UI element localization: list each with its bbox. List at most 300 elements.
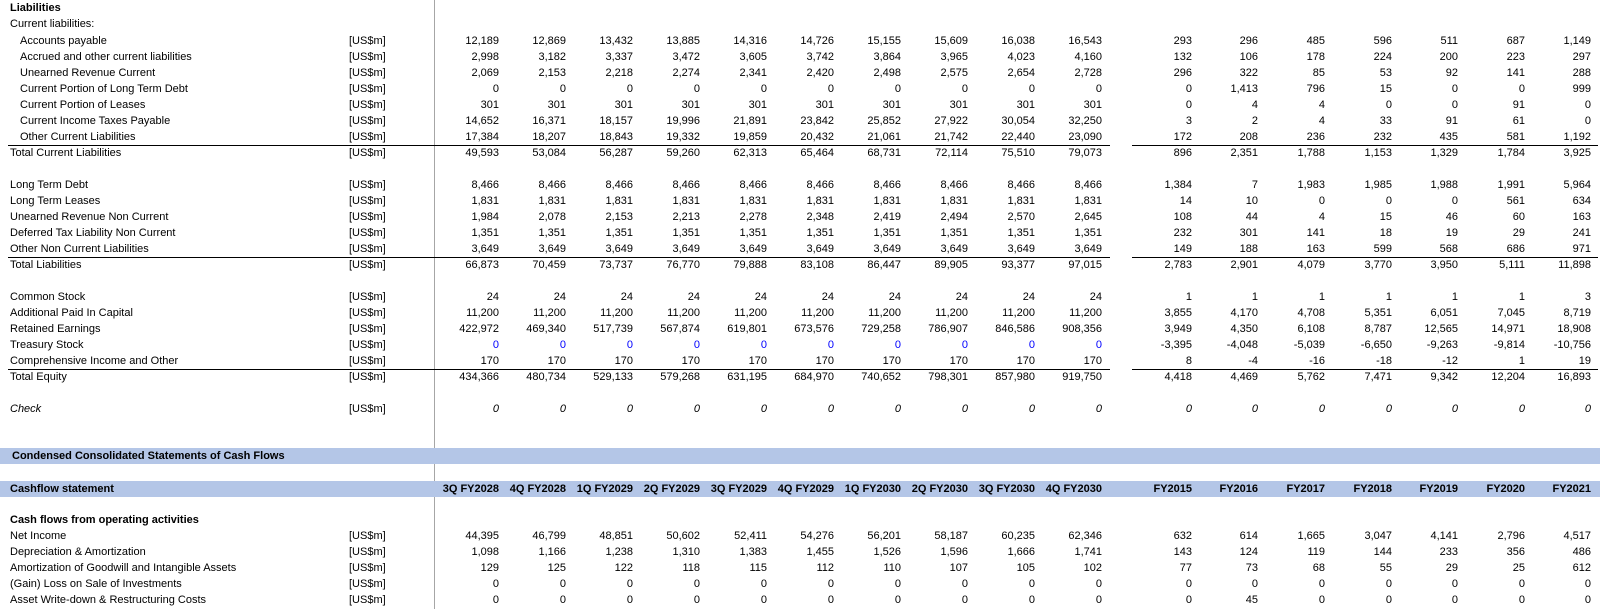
value-cell[interactable]: 68 [1312, 562, 1325, 574]
value-cell[interactable]: 2,498 [873, 67, 901, 79]
value-cell[interactable]: 0 [1185, 578, 1192, 590]
value-cell[interactable]: 1,831 [940, 195, 968, 207]
year-header[interactable]: FY2017 [1286, 483, 1325, 495]
value-cell[interactable]: 0 [693, 594, 700, 606]
value-cell[interactable]: 1,351 [806, 227, 834, 239]
year-header[interactable]: FY2015 [1153, 483, 1192, 495]
value-cell[interactable]: 1,384 [1164, 179, 1192, 191]
value-cell[interactable]: 0 [559, 594, 566, 606]
value-cell[interactable]: 11,200 [868, 307, 901, 319]
value-cell[interactable]: 2,218 [605, 67, 633, 79]
value-cell[interactable]: 0 [626, 403, 633, 415]
value-cell[interactable]: 1,238 [605, 546, 633, 558]
value-cell[interactable]: 1 [1518, 291, 1525, 303]
value-cell[interactable]: 8,787 [1364, 323, 1392, 335]
row-label[interactable]: Accrued and other current liabilities [20, 51, 192, 63]
value-cell[interactable]: 4,708 [1297, 307, 1325, 319]
value-cell[interactable]: 434,366 [459, 371, 499, 383]
value-cell[interactable]: 86,447 [867, 259, 901, 271]
row-label[interactable]: Treasury Stock [10, 339, 84, 351]
value-cell[interactable]: 7,471 [1364, 371, 1392, 383]
value-cell[interactable]: 0 [1385, 594, 1392, 606]
value-cell[interactable]: 0 [1028, 83, 1035, 95]
value-cell[interactable]: 11,898 [1558, 259, 1591, 271]
value-cell[interactable]: 2,419 [873, 211, 901, 223]
value-cell[interactable]: 76,770 [666, 259, 700, 271]
value-cell[interactable]: 22,440 [1001, 131, 1035, 143]
row-label[interactable]: Common Stock [10, 291, 86, 303]
value-cell[interactable]: 673,576 [794, 323, 834, 335]
value-cell[interactable]: 0 [760, 403, 767, 415]
period-header[interactable]: 4Q FY2028 [509, 483, 566, 495]
value-cell[interactable]: 1,351 [739, 227, 767, 239]
value-cell[interactable]: 62,313 [733, 147, 767, 159]
value-cell[interactable]: 25 [1512, 562, 1525, 574]
value-cell[interactable]: 0 [559, 339, 566, 351]
value-cell[interactable]: 16,893 [1557, 371, 1591, 383]
value-cell[interactable]: 125 [547, 562, 566, 574]
value-cell[interactable]: 3,950 [1430, 259, 1458, 271]
value-cell[interactable]: 18,908 [1557, 323, 1591, 335]
value-cell[interactable]: 0 [1028, 578, 1035, 590]
value-cell[interactable]: 232 [1373, 131, 1392, 143]
value-cell[interactable]: 0 [1185, 83, 1192, 95]
value-cell[interactable]: 486 [1572, 546, 1591, 558]
value-cell[interactable]: 1,351 [1074, 227, 1102, 239]
value-cell[interactable]: 4,517 [1563, 530, 1591, 542]
value-cell[interactable]: 632 [1173, 530, 1192, 542]
value-cell[interactable]: 0 [961, 339, 968, 351]
value-cell[interactable]: 9,342 [1430, 371, 1458, 383]
value-cell[interactable]: 83,108 [800, 259, 834, 271]
value-cell[interactable]: 740,652 [861, 371, 901, 383]
value-cell[interactable]: 18,843 [599, 131, 633, 143]
value-cell[interactable]: 32,250 [1068, 115, 1102, 127]
value-cell[interactable]: 11,200 [734, 307, 767, 319]
value-cell[interactable]: 2,570 [1007, 211, 1035, 223]
value-cell[interactable]: 1,413 [1230, 83, 1258, 95]
value-cell[interactable]: 631,195 [727, 371, 767, 383]
value-cell[interactable]: 60,235 [1001, 530, 1035, 542]
row-label[interactable]: Total Equity [10, 371, 67, 383]
value-cell[interactable]: 4,170 [1230, 307, 1258, 319]
value-cell[interactable]: 141 [1306, 227, 1325, 239]
value-cell[interactable]: 200 [1439, 51, 1458, 63]
value-cell[interactable]: 0 [559, 578, 566, 590]
value-cell[interactable]: 11,200 [667, 307, 700, 319]
row-label[interactable]: Retained Earnings [10, 323, 101, 335]
value-cell[interactable]: 6,108 [1297, 323, 1325, 335]
value-cell[interactable]: 0 [1385, 578, 1392, 590]
value-cell[interactable]: 73 [1245, 562, 1258, 574]
value-cell[interactable]: 2,796 [1497, 530, 1525, 542]
value-cell[interactable]: 149 [1173, 243, 1192, 255]
value-cell[interactable]: 3 [1584, 291, 1591, 303]
value-cell[interactable]: 59,260 [666, 147, 700, 159]
value-cell[interactable]: 8,466 [1007, 179, 1035, 191]
value-cell[interactable]: 517,739 [593, 323, 633, 335]
value-cell[interactable]: 30,054 [1001, 115, 1035, 127]
value-cell[interactable]: 75,510 [1001, 147, 1035, 159]
value-cell[interactable]: -9,263 [1426, 339, 1458, 351]
year-header[interactable]: FY2021 [1552, 483, 1591, 495]
value-cell[interactable]: 3,649 [538, 243, 566, 255]
value-cell[interactable]: 0 [1518, 83, 1525, 95]
value-cell[interactable]: 170 [681, 355, 700, 367]
value-cell[interactable]: 19,996 [666, 115, 700, 127]
value-cell[interactable]: 66,873 [465, 259, 499, 271]
value-cell[interactable]: 1,166 [538, 546, 566, 558]
value-cell[interactable]: 13,885 [666, 35, 700, 47]
value-cell[interactable]: 1,351 [873, 227, 901, 239]
value-cell[interactable]: 1,985 [1364, 179, 1392, 191]
value-cell[interactable]: 0 [1451, 99, 1458, 111]
year-header[interactable]: FY2020 [1486, 483, 1525, 495]
value-cell[interactable]: 0 [1028, 339, 1035, 351]
value-cell[interactable]: 1,596 [940, 546, 968, 558]
value-cell[interactable]: 3 [1185, 115, 1192, 127]
value-cell[interactable]: 3,770 [1364, 259, 1392, 271]
value-cell[interactable]: 16,371 [532, 115, 566, 127]
value-cell[interactable]: 1,831 [1074, 195, 1102, 207]
value-cell[interactable]: 3,649 [940, 243, 968, 255]
value-cell[interactable]: 16,038 [1001, 35, 1035, 47]
value-cell[interactable]: 0 [1095, 339, 1102, 351]
value-cell[interactable]: 3,182 [538, 51, 566, 63]
value-cell[interactable]: 511 [1440, 35, 1458, 47]
value-cell[interactable]: 170 [815, 355, 834, 367]
value-cell[interactable]: 89,905 [934, 259, 968, 271]
value-cell[interactable]: 0 [1318, 594, 1325, 606]
value-cell[interactable]: 14,726 [800, 35, 834, 47]
value-cell[interactable]: 24 [888, 291, 901, 303]
value-cell[interactable]: 0 [1095, 578, 1102, 590]
value-cell[interactable]: 29 [1445, 562, 1458, 574]
value-cell[interactable]: 2,575 [940, 67, 968, 79]
value-cell[interactable]: 5,351 [1364, 307, 1392, 319]
value-cell[interactable]: 8,466 [739, 179, 767, 191]
row-label[interactable]: Additional Paid In Capital [10, 307, 133, 319]
value-cell[interactable]: 27,922 [934, 115, 968, 127]
value-cell[interactable]: 1,831 [873, 195, 901, 207]
value-cell[interactable]: 4 [1318, 99, 1325, 111]
value-cell[interactable]: 50,602 [666, 530, 700, 542]
value-cell[interactable]: 3,649 [739, 243, 767, 255]
value-cell[interactable]: 14,316 [733, 35, 767, 47]
value-cell[interactable]: 1,666 [1007, 546, 1035, 558]
value-cell[interactable]: 112 [816, 562, 834, 574]
value-cell[interactable]: 5,964 [1563, 179, 1591, 191]
row-label[interactable]: Total Liabilities [10, 259, 82, 271]
value-cell[interactable]: 3,605 [739, 51, 767, 63]
value-cell[interactable]: 0 [1385, 99, 1392, 111]
value-cell[interactable]: 2,901 [1230, 259, 1258, 271]
value-cell[interactable]: -12 [1442, 355, 1458, 367]
value-cell[interactable]: 3,949 [1164, 323, 1192, 335]
value-cell[interactable]: 296 [1239, 35, 1258, 47]
value-cell[interactable]: 18,207 [532, 131, 566, 143]
value-cell[interactable]: 7 [1251, 179, 1258, 191]
value-cell[interactable]: 12,189 [465, 35, 499, 47]
year-header[interactable]: FY2016 [1219, 483, 1258, 495]
value-cell[interactable]: 60 [1512, 211, 1525, 223]
value-cell[interactable]: 0 [760, 594, 767, 606]
value-cell[interactable]: 24 [1089, 291, 1102, 303]
value-cell[interactable]: 2 [1251, 115, 1258, 127]
year-header[interactable]: FY2018 [1353, 483, 1392, 495]
value-cell[interactable]: 118 [682, 562, 700, 574]
value-cell[interactable]: 2,351 [1230, 147, 1258, 159]
value-cell[interactable]: 1,098 [471, 546, 499, 558]
value-cell[interactable]: 1,526 [873, 546, 901, 558]
value-cell[interactable]: 3,047 [1364, 530, 1392, 542]
value-cell[interactable]: 297 [1572, 51, 1591, 63]
value-cell[interactable]: 16,543 [1068, 35, 1102, 47]
value-cell[interactable]: 44 [1245, 211, 1258, 223]
value-cell[interactable]: 0 [626, 83, 633, 95]
value-cell[interactable]: 15 [1379, 83, 1392, 95]
value-cell[interactable]: 11,200 [935, 307, 968, 319]
value-cell[interactable]: 1,831 [739, 195, 767, 207]
value-cell[interactable]: 0 [693, 403, 700, 415]
value-cell[interactable]: 2,494 [940, 211, 968, 223]
value-cell[interactable]: 23,090 [1068, 131, 1102, 143]
value-cell[interactable]: 2,645 [1074, 211, 1102, 223]
row-label[interactable]: Amortization of Goodwill and Intangible Assets [10, 562, 237, 574]
value-cell[interactable]: 62,346 [1068, 530, 1102, 542]
value-cell[interactable]: 480,734 [526, 371, 566, 383]
value-cell[interactable]: 124 [1239, 546, 1258, 558]
value-cell[interactable]: 129 [480, 562, 499, 574]
value-cell[interactable]: 12,204 [1491, 371, 1525, 383]
value-cell[interactable]: 79,073 [1068, 147, 1102, 159]
value-cell[interactable]: 1,983 [1297, 179, 1325, 191]
value-cell[interactable]: 301 [815, 99, 834, 111]
value-cell[interactable]: 0 [894, 339, 901, 351]
value-cell[interactable]: 0 [1584, 99, 1591, 111]
value-cell[interactable]: 1,383 [739, 546, 767, 558]
value-cell[interactable]: 3,925 [1563, 147, 1591, 159]
value-cell[interactable]: 144 [1373, 546, 1392, 558]
value-cell[interactable]: -9,814 [1493, 339, 1525, 351]
value-cell[interactable]: 0 [1385, 195, 1392, 207]
value-cell[interactable]: 1,741 [1074, 546, 1102, 558]
value-cell[interactable]: 435 [1439, 131, 1458, 143]
value-cell[interactable]: 4,141 [1430, 530, 1458, 542]
row-label[interactable]: Net Income [10, 530, 67, 542]
value-cell[interactable]: 61 [1512, 115, 1525, 127]
value-cell[interactable]: 786,907 [928, 323, 968, 335]
value-cell[interactable]: 4,469 [1230, 371, 1258, 383]
value-cell[interactable]: 132 [1173, 51, 1192, 63]
value-cell[interactable]: 11,200 [1002, 307, 1035, 319]
value-cell[interactable]: 2,153 [605, 211, 633, 223]
value-cell[interactable]: 92 [1445, 67, 1458, 79]
value-cell[interactable]: 14,971 [1491, 323, 1525, 335]
value-cell[interactable]: 170 [1016, 355, 1035, 367]
value-cell[interactable]: 301 [1083, 99, 1102, 111]
value-cell[interactable]: 188 [1239, 243, 1258, 255]
value-cell[interactable]: 581 [1506, 131, 1525, 143]
value-cell[interactable]: 1 [1251, 291, 1258, 303]
value-cell[interactable]: 29 [1512, 227, 1525, 239]
value-cell[interactable]: 0 [693, 83, 700, 95]
value-cell[interactable]: 1,351 [940, 227, 968, 239]
value-cell[interactable]: 0 [894, 578, 901, 590]
value-cell[interactable]: 4,079 [1297, 259, 1325, 271]
value-cell[interactable]: 0 [827, 339, 834, 351]
value-cell[interactable]: 0 [961, 578, 968, 590]
value-cell[interactable]: 1 [1385, 291, 1392, 303]
row-label[interactable]: Check [10, 403, 42, 415]
value-cell[interactable]: 4 [1318, 211, 1325, 223]
value-cell[interactable]: 301 [1016, 99, 1035, 111]
value-cell[interactable]: 143 [1173, 546, 1192, 558]
value-cell[interactable]: 3,855 [1164, 307, 1192, 319]
value-cell[interactable]: 1 [1518, 355, 1525, 367]
value-cell[interactable]: 567,874 [660, 323, 700, 335]
value-cell[interactable]: 2,069 [471, 67, 499, 79]
value-cell[interactable]: 301 [681, 99, 700, 111]
value-cell[interactable]: 684,970 [794, 371, 834, 383]
value-cell[interactable]: 8,466 [940, 179, 968, 191]
value-cell[interactable]: 0 [1251, 578, 1258, 590]
value-cell[interactable]: 0 [1584, 115, 1591, 127]
year-header[interactable]: FY2019 [1419, 483, 1458, 495]
value-cell[interactable]: 46,799 [532, 530, 566, 542]
value-cell[interactable]: 3,649 [873, 243, 901, 255]
value-cell[interactable]: -4 [1248, 355, 1258, 367]
value-cell[interactable]: 241 [1572, 227, 1591, 239]
value-cell[interactable]: 2,783 [1164, 259, 1192, 271]
value-cell[interactable]: 8 [1185, 355, 1192, 367]
value-cell[interactable]: 1,788 [1297, 147, 1325, 159]
value-cell[interactable]: 108 [1173, 211, 1192, 223]
value-cell[interactable]: 58,187 [934, 530, 968, 542]
value-cell[interactable]: 1,831 [538, 195, 566, 207]
value-cell[interactable]: 12,565 [1424, 323, 1458, 335]
value-cell[interactable]: 91 [1445, 115, 1458, 127]
period-header[interactable]: 2Q FY2030 [911, 483, 968, 495]
value-cell[interactable]: 1,455 [806, 546, 834, 558]
value-cell[interactable]: 0 [894, 594, 901, 606]
period-header[interactable]: 3Q FY2028 [442, 483, 499, 495]
value-cell[interactable]: 0 [1451, 403, 1458, 415]
value-cell[interactable]: 0 [1095, 594, 1102, 606]
row-label[interactable]: Long Term Debt [10, 179, 89, 191]
value-cell[interactable]: 0 [1095, 83, 1102, 95]
value-cell[interactable]: 49,593 [465, 147, 499, 159]
value-cell[interactable]: 4 [1251, 99, 1258, 111]
value-cell[interactable]: 469,340 [526, 323, 566, 335]
value-cell[interactable]: 11,200 [533, 307, 566, 319]
value-cell[interactable]: 10 [1245, 195, 1258, 207]
value-cell[interactable]: 2,348 [806, 211, 834, 223]
value-cell[interactable]: 18 [1379, 227, 1392, 239]
value-cell[interactable]: 3,649 [1074, 243, 1102, 255]
value-cell[interactable]: 12,869 [532, 35, 566, 47]
value-cell[interactable]: 0 [760, 578, 767, 590]
value-cell[interactable]: 1 [1185, 291, 1192, 303]
value-cell[interactable]: -18 [1376, 355, 1392, 367]
value-cell[interactable]: 1,784 [1497, 147, 1525, 159]
value-cell[interactable]: 301 [949, 99, 968, 111]
value-cell[interactable]: 24 [1022, 291, 1035, 303]
value-cell[interactable]: 1,351 [471, 227, 499, 239]
value-cell[interactable]: 1,310 [672, 546, 700, 558]
value-cell[interactable]: 170 [614, 355, 633, 367]
value-cell[interactable]: 65,464 [800, 147, 834, 159]
value-cell[interactable]: 0 [1095, 403, 1102, 415]
value-cell[interactable]: 115 [749, 562, 767, 574]
value-cell[interactable]: 107 [949, 562, 968, 574]
period-header[interactable]: 4Q FY2030 [1045, 483, 1102, 495]
value-cell[interactable]: 54,276 [800, 530, 834, 542]
value-cell[interactable]: 0 [1518, 578, 1525, 590]
value-cell[interactable]: 4,418 [1164, 371, 1192, 383]
value-cell[interactable]: 596 [1373, 35, 1392, 47]
value-cell[interactable]: 55 [1379, 562, 1392, 574]
value-cell[interactable]: 0 [1584, 578, 1591, 590]
value-cell[interactable]: 46 [1445, 211, 1458, 223]
value-cell[interactable]: 0 [827, 578, 834, 590]
value-cell[interactable]: 0 [492, 594, 499, 606]
value-cell[interactable]: 798,301 [928, 371, 968, 383]
value-cell[interactable]: 687 [1506, 35, 1525, 47]
value-cell[interactable]: 2,341 [739, 67, 767, 79]
value-cell[interactable]: 1 [1451, 291, 1458, 303]
row-label[interactable]: Other Non Current Liabilities [10, 243, 149, 255]
row-label[interactable]: Unearned Revenue Non Current [10, 211, 169, 223]
value-cell[interactable]: 0 [492, 83, 499, 95]
value-cell[interactable]: 11,200 [801, 307, 834, 319]
value-cell[interactable]: 3,864 [873, 51, 901, 63]
row-label[interactable]: Depreciation & Amortization [10, 546, 146, 558]
value-cell[interactable]: 110 [883, 562, 901, 574]
value-cell[interactable]: 485 [1306, 35, 1325, 47]
value-cell[interactable]: 0 [693, 339, 700, 351]
value-cell[interactable]: 19,859 [733, 131, 767, 143]
value-cell[interactable]: 2,420 [806, 67, 834, 79]
value-cell[interactable]: 0 [1185, 403, 1192, 415]
row-label[interactable]: Deferred Tax Liability Non Current [10, 227, 176, 239]
value-cell[interactable]: 3,965 [940, 51, 968, 63]
value-cell[interactable]: 612 [1572, 562, 1591, 574]
row-label[interactable]: Total Current Liabilities [10, 147, 122, 159]
value-cell[interactable]: 3,649 [471, 243, 499, 255]
value-cell[interactable]: 301 [547, 99, 566, 111]
value-cell[interactable]: 896 [1173, 147, 1192, 159]
period-header[interactable]: 3Q FY2030 [978, 483, 1035, 495]
value-cell[interactable]: 0 [1318, 403, 1325, 415]
value-cell[interactable]: 2,654 [1007, 67, 1035, 79]
value-cell[interactable]: 19,332 [666, 131, 700, 143]
value-cell[interactable]: 8,466 [471, 179, 499, 191]
value-cell[interactable]: 1,149 [1563, 35, 1591, 47]
value-cell[interactable]: 529,133 [593, 371, 633, 383]
value-cell[interactable]: 0 [961, 594, 968, 606]
value-cell[interactable]: 44,395 [465, 530, 499, 542]
value-cell[interactable]: 1,153 [1364, 147, 1392, 159]
value-cell[interactable]: 857,980 [995, 371, 1035, 383]
value-cell[interactable]: 170 [547, 355, 566, 367]
value-cell[interactable]: 3,649 [1007, 243, 1035, 255]
value-cell[interactable]: 579,268 [660, 371, 700, 383]
value-cell[interactable]: 0 [1385, 403, 1392, 415]
value-cell[interactable]: 233 [1439, 546, 1458, 558]
value-cell[interactable]: 8,719 [1563, 307, 1591, 319]
value-cell[interactable]: 91 [1512, 99, 1525, 111]
